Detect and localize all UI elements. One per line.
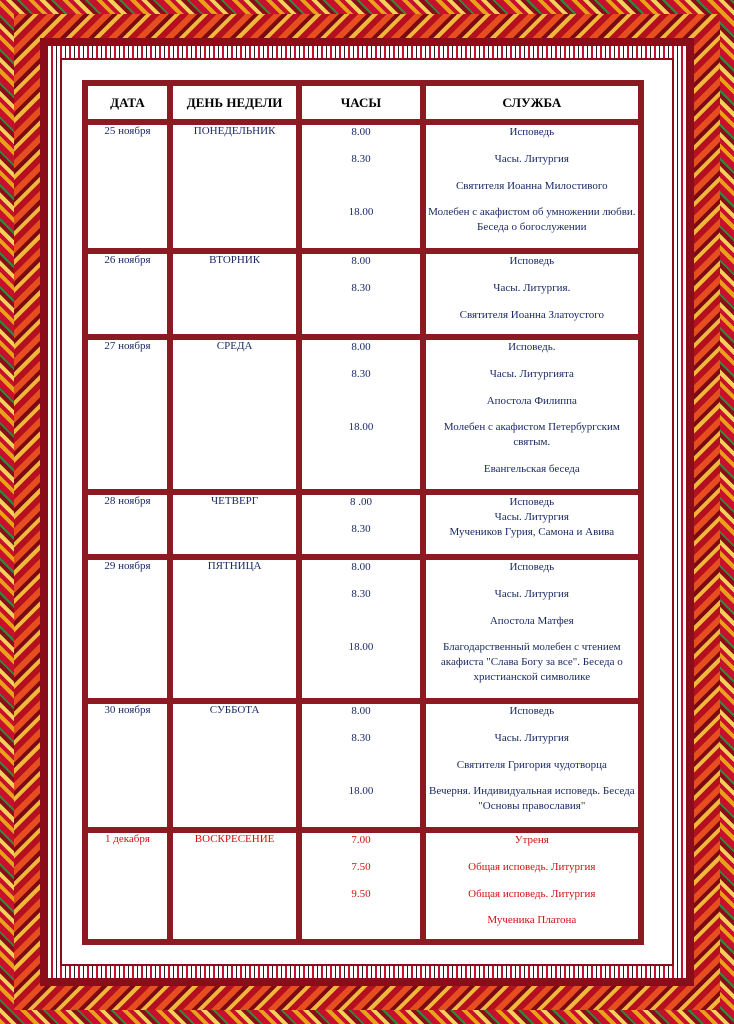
- hours-cell: [299, 701, 422, 830]
- hours-cell: [299, 251, 422, 337]
- service-entry: Исповедь: [509, 255, 555, 267]
- service-entry: Часы. Литургията: [489, 368, 574, 380]
- service-entry: Святителя Иоанна Милостивого: [455, 180, 608, 192]
- service-entry: Апостола Матфея: [489, 615, 574, 627]
- header-day: ДЕНЬ НЕДЕЛИ: [170, 83, 299, 122]
- date-cell: 30 ноября: [85, 701, 170, 830]
- service-entry: Часы. Литургия: [494, 732, 569, 744]
- header-row: [85, 83, 641, 122]
- service-entry: Святителя Григория чудотворца: [456, 759, 607, 771]
- day-cell: ПЯТНИЦА: [170, 557, 299, 701]
- table-row: [85, 557, 641, 701]
- time-entry: 8.30: [351, 732, 371, 744]
- day-cell: ПОНЕДЕЛЬНИК: [170, 122, 299, 251]
- service-entry: Мучеников Гурия, Самона и Авива: [449, 526, 615, 538]
- service-entry: Исповедь: [509, 561, 555, 573]
- hours-cell: [299, 337, 422, 492]
- time-entry: 7.00: [351, 834, 371, 846]
- table-row: [85, 492, 641, 557]
- date-cell: 28 ноября: [85, 492, 170, 557]
- service-entry: Исповедь.: [508, 341, 556, 353]
- time-entry: 18.00: [348, 641, 374, 653]
- service-entry: Часы. Литургия: [494, 588, 569, 600]
- time-entry: 8.00: [351, 126, 371, 138]
- time-entry: 8.30: [351, 588, 371, 600]
- service-entry: Утреня: [514, 834, 549, 846]
- time-entry: 18.00: [348, 421, 374, 433]
- service-entry: Исповедь: [509, 126, 555, 138]
- time-entry: 8.30: [351, 523, 371, 535]
- service-entry: Исповедь: [509, 496, 555, 508]
- hours-cell: [299, 830, 422, 942]
- header-date: ДАТА: [85, 83, 170, 122]
- service-cell: [423, 251, 641, 337]
- time-entry: 18.00: [348, 206, 374, 218]
- day-cell: СУББОТА: [170, 701, 299, 830]
- service-entry: Вечерня. Индивидуальная исповедь. Беседа "Основы православия": [429, 785, 635, 812]
- service-cell: [423, 830, 641, 942]
- time-entry: [302, 758, 419, 784]
- time-entry: 8.30: [351, 368, 371, 380]
- service-entry: Благодарственный молебен с чтением акафиста "Слава Богу за все". Беседа о христианской символике: [440, 641, 623, 683]
- time-entry: 8 .00: [349, 496, 372, 508]
- schedule-table: [82, 80, 644, 945]
- service-entry: Молебен с акафистом Петербургским святым.: [443, 421, 620, 448]
- service-entry: Святителя Иоанна Златоустого: [459, 309, 604, 321]
- service-cell: [423, 492, 641, 557]
- hours-cell: [299, 122, 422, 251]
- day-cell: СРЕДА: [170, 337, 299, 492]
- hours-cell: [299, 557, 422, 701]
- time-entry: 8.00: [351, 705, 371, 717]
- service-entry: Молебен с акафистом об умножении любви. Беседа о богослужении: [428, 206, 636, 233]
- time-entry: 18.00: [348, 785, 374, 797]
- date-cell: 1 декабря: [85, 830, 170, 942]
- time-entry: 8.00: [351, 561, 371, 573]
- service-entry: Часы. Литургия: [494, 153, 569, 165]
- time-entry: 8.00: [351, 341, 371, 353]
- service-cell: [423, 122, 641, 251]
- time-entry: [302, 614, 419, 640]
- header-hours: ЧАСЫ: [299, 83, 422, 122]
- service-entry: Исповедь: [509, 705, 555, 717]
- time-entry: 8.30: [351, 153, 371, 165]
- service-cell: [423, 557, 641, 701]
- service-entry: Общая исповедь. Литургия: [468, 888, 596, 900]
- table-row: [85, 251, 641, 337]
- service-entry: Часы. Литургия: [494, 511, 569, 523]
- table-row: [85, 830, 641, 942]
- service-cell: [423, 337, 641, 492]
- table-row: [85, 122, 641, 251]
- table-row: [85, 337, 641, 492]
- service-entry: Евангельская беседа: [483, 463, 580, 475]
- date-cell: 27 ноября: [85, 337, 170, 492]
- date-cell: 29 ноября: [85, 557, 170, 701]
- header-service: СЛУЖБА: [423, 83, 641, 122]
- service-entry: Мученика Платона: [487, 914, 577, 926]
- day-cell: ЧЕТВЕРГ: [170, 492, 299, 557]
- service-cell: [423, 701, 641, 830]
- date-cell: 25 ноября: [85, 122, 170, 251]
- time-entry: [302, 394, 419, 420]
- service-entry: Апостола Филиппа: [486, 395, 577, 407]
- time-entry: 7.50: [351, 861, 371, 873]
- time-entry: 8.30: [351, 282, 371, 294]
- day-cell: ВОСКРЕСЕНИЕ: [170, 830, 299, 942]
- time-entry: [302, 179, 419, 205]
- table-row: [85, 701, 641, 830]
- time-entry: 9.50: [351, 888, 371, 900]
- service-entry: Общая исповедь. Литургия: [468, 861, 596, 873]
- date-cell: 26 ноября: [85, 251, 170, 337]
- time-entry: 8.00: [351, 255, 371, 267]
- day-cell: ВТОРНИК: [170, 251, 299, 337]
- service-entry: Часы. Литургия.: [493, 282, 571, 294]
- hours-cell: [299, 492, 422, 557]
